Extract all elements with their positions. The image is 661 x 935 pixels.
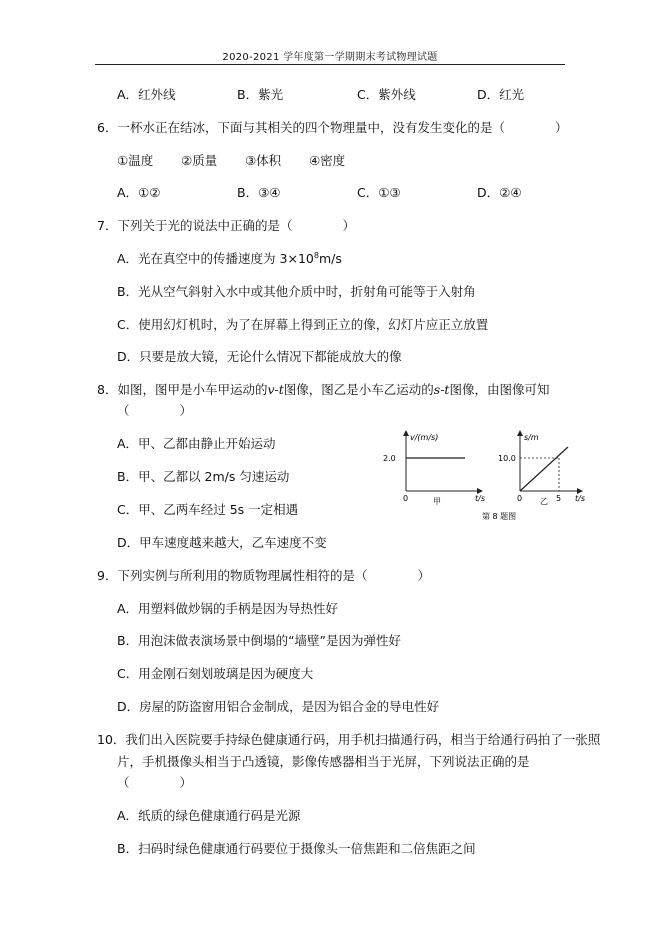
q7-option-a-unit: m/s [318,251,342,266]
q6-quantity-1: ①温度 [117,153,154,168]
header-divider [95,64,565,65]
q8-stem-paren: （ ） [117,403,193,418]
graph-yi-y-tick: 10.0 [498,454,516,463]
graph-yi-x-tick: 5 [556,494,562,503]
q10-stem-line2: 片，手机摄像头相当于凸透镜，影像传感器相当于光屏，下列说法正确的是 [117,754,530,769]
graph-jia-y-tick: 2.0 [383,454,396,463]
graph-yi-origin: 0 [517,494,523,503]
q7-option-a [117,249,342,267]
figure-caption: 第 8 题图 [482,512,517,521]
q6-stem: 6．一杯水正在结冰，下面与其相关的四个物理量中，没有发生变化的是（ ） [97,120,568,135]
q8-stem-vt: v-t [267,382,284,397]
q7-option-d: D．只要是放大镜，无论什么情况下都能成放大的像 [117,349,402,364]
q5-option-d: D．红光 [477,87,525,102]
q8-stem-part3: 图像，由图像可知 [449,382,550,397]
q6-option-a: A．①② [117,185,161,200]
q8-stem-part1: 8．如图，图甲是小车甲运动的 [97,382,268,397]
q8-option-d: D．甲车速度越来越大，乙车速度不变 [117,535,327,550]
q10-option-a: A．纸质的绿色健康通行码是光源 [117,808,301,823]
q10-option-b: B．扫码时绿色健康通行码要位于摄像头一倍焦距和二倍焦距之间 [117,841,476,856]
q8-stem [97,380,549,398]
q5-option-b: B．紫光 [237,87,284,102]
q9-option-b: B．用泡沫做表演场景中倒塌的“墙壁”是因为弹性好 [117,633,402,648]
q5-options [117,85,597,103]
q9-option-a: A．用塑料做炒锅的手柄是因为导热性好 [117,601,339,616]
q10-stem-line1: 10．我们出入医院要手持绿色健康通行码，用手机扫描通行码，相当于给通行码拍了一张照 [97,732,601,747]
q5-option-c: C．紫外线 [357,87,416,102]
q9-stem: 9．下列实例与所利用的物质物理属性相符的是（ ） [97,568,430,583]
q5-option-a: A．红外线 [117,87,176,102]
q8-option-a: A．甲、乙都由静止开始运动 [117,436,276,451]
graph-jia-x-label: t/s [475,494,485,503]
q6-option-b: B．③④ [237,185,281,200]
q9-option-d: D．房屋的防盗窗用铝合金制成，是因为铝合金的导电性好 [117,699,440,714]
q6-quantities [117,151,369,169]
page-header: 2020-2021 学年度第一学期期末考试物理试题 [222,52,438,63]
graph-jia-name: 甲 [433,497,441,506]
q8-stem-part2: 图像，图乙是小车乙运动的 [283,382,434,397]
q6-option-c: C．①③ [357,185,401,200]
q10-stem-line3: （ ） [117,775,193,790]
graph-yi-y-label: s/m [524,433,539,442]
q6-options [117,183,597,201]
q6-option-d: D．②④ [477,185,522,200]
q8-stem-st: s-t [433,382,450,397]
q7-option-b: B．光从空气斜射入水中或其他介质中时，折射角可能等于入射角 [117,284,476,299]
graph-yi-line [520,447,568,491]
q6-quantity-3: ③体积 [244,153,282,168]
q7-stem: 7．下列关于光的说法中正确的是（ ） [97,218,355,233]
q8-figure [370,425,585,525]
q8-graphs [370,425,585,525]
q7-option-c: C．使用幻灯机时，为了在屏幕上得到正立的像，幻灯片应正立放置 [117,317,489,332]
q6-quantity-4: ④密度 [308,153,346,168]
q6-quantity-2: ②质量 [180,153,218,168]
q8-option-b: B．甲、乙都以 2m/s 匀速运动 [117,469,290,484]
graph-jia-y-label: v/(m/s) [410,433,439,442]
q9-option-c: C．用金刚石刻划玻璃是因为硬度大 [117,666,314,681]
q7-option-a-exponent: 8 [313,251,319,260]
graph-yi-name: 乙 [540,497,548,506]
q7-option-a-text: A．光在真空中的传播速度为 3×10 [117,251,314,266]
graph-jia-origin: 0 [403,494,409,503]
q8-option-c: C．甲、乙两车经过 5s 一定相遇 [117,502,299,517]
graph-yi-x-label: t/s [575,494,585,503]
